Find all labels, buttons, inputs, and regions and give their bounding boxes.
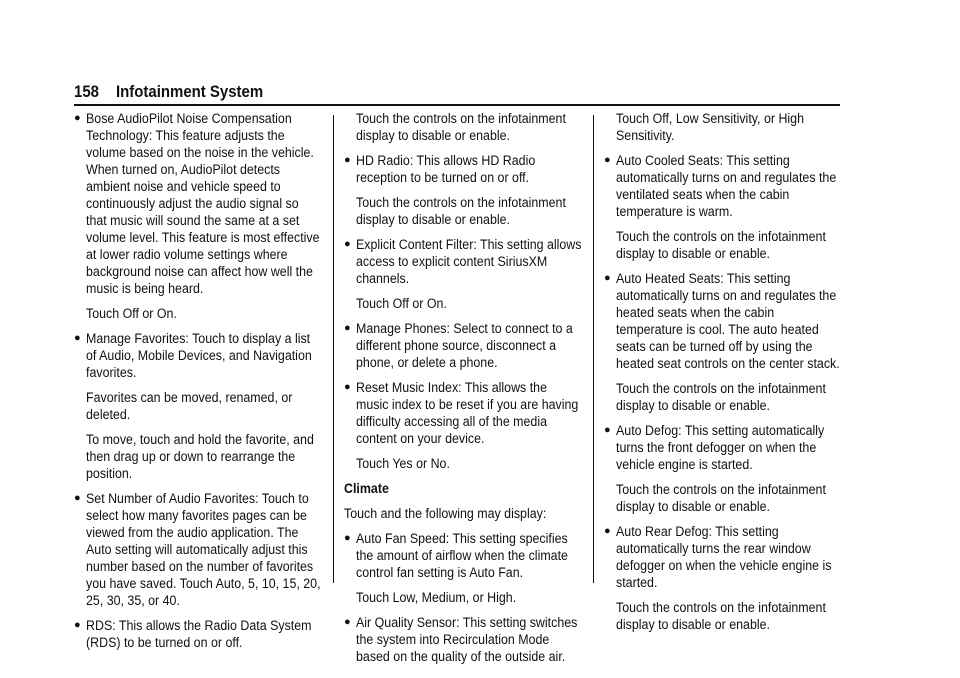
list-item	[604, 152, 844, 220]
list-item	[604, 422, 844, 473]
bullet-icon: ●	[604, 272, 611, 284]
subheading-climate: Climate	[344, 481, 389, 496]
list-item	[344, 320, 584, 371]
list-item	[74, 490, 324, 609]
item-text: Auto Defog: This setting automatically turns the front defogger on when the vehicle engine is started.	[616, 423, 825, 472]
bullet-icon: ●	[344, 238, 351, 250]
column-1	[74, 110, 324, 659]
list-item	[344, 614, 584, 665]
item-text: Set Number of Audio Favorites: Touch to select how many favorites pages can be viewed from the audio application. The Auto setting will automatically adjust this number based on the number of favorites you have saved. Touch Auto, 5, 10, 15, 20, 25, 30, 35, or 40.	[86, 491, 321, 608]
paragraph: Touch the controls on the infotainment display to disable or enable.	[616, 482, 826, 514]
item-text: Reset Music Index: This allows the music index to be reset if you are having difficulty accessing all of the media content on your device.	[356, 380, 579, 446]
bullet-icon: ●	[74, 492, 81, 504]
bullet-icon: ●	[74, 112, 81, 124]
section-title: Infotainment System	[116, 82, 264, 101]
header-rule	[74, 104, 840, 106]
bullet-icon: ●	[344, 154, 351, 166]
list-item	[344, 530, 584, 581]
bullet-icon: ●	[344, 381, 351, 393]
item-text: Auto Rear Defog: This setting automatically turns the rear window defogger on when the vehicle engine is started.	[616, 524, 832, 590]
item-text: RDS: This allows the Radio Data System (RDS) to be turned on or off.	[86, 618, 312, 650]
bullet-icon: ●	[74, 619, 81, 631]
paragraph: Touch the controls on the infotainment display to disable or enable.	[356, 111, 566, 143]
page-number: 158	[74, 82, 99, 101]
item-text: Air Quality Sensor: This setting switches the system into Recirculation Mode based on the quality of the outside air.	[356, 615, 578, 664]
list-item	[344, 379, 584, 447]
paragraph: Touch the controls on the infotainment display to disable or enable.	[616, 600, 826, 632]
bullet-icon: ●	[604, 525, 611, 537]
item-text: Auto Fan Speed: This setting specifies the amount of airflow when the climate control fan setting is Auto Fan.	[356, 531, 568, 580]
bullet-icon: ●	[344, 532, 351, 544]
paragraph: Touch the controls on the infotainment display to disable or enable.	[616, 381, 826, 413]
item-text: Bose AudioPilot Noise Compensation Technology: This feature adjusts the volume based on the noise in the vehicle. When turned on, AudioPilot detects ambient noise and vehicle speed to continuously adjust the audio signal so that music will sound the same at a set volume level. This feature is most effective at lower radio volume settings where background noise can affect how well the music is being heard.	[86, 111, 320, 296]
item-text: HD Radio: This allows HD Radio reception to be turned on or off.	[356, 153, 536, 185]
paragraph: Touch and the following may display:	[344, 506, 547, 521]
bullet-icon: ●	[74, 332, 81, 344]
paragraph: Touch Yes or No.	[356, 456, 450, 471]
bullet-icon: ●	[344, 322, 351, 334]
paragraph: Touch Off, Low Sensitivity, or High Sensitivity.	[616, 111, 804, 143]
item-text: Manage Favorites: Touch to display a list of Audio, Mobile Devices, and Navigation favorites.	[86, 331, 312, 380]
page-header	[74, 82, 284, 104]
list-item	[604, 523, 844, 591]
item-text: Manage Phones: Select to connect to a different phone source, disconnect a phone, or delete a phone.	[356, 321, 573, 370]
bullet-icon: ●	[344, 616, 351, 628]
paragraph: To move, touch and hold the favorite, and then drag up or down to rearrange the position.	[86, 432, 314, 481]
column-3	[604, 110, 844, 641]
bullet-icon: ●	[604, 424, 611, 436]
list-item	[344, 152, 584, 186]
paragraph: Touch Off or On.	[356, 296, 447, 311]
paragraph: Favorites can be moved, renamed, or deleted.	[86, 390, 293, 422]
paragraph: Touch the controls on the infotainment display to disable or enable.	[616, 229, 826, 261]
item-text: Explicit Content Filter: This setting allows access to explicit content SiriusXM channels.	[356, 237, 582, 286]
paragraph: Touch the controls on the infotainment display to disable or enable.	[356, 195, 566, 227]
item-text: Auto Heated Seats: This setting automatically turns on and regulates the heated seats when the cabin temperature is cool. The auto heated seats can be turned off by using the heated seat controls on the center stack.	[616, 271, 840, 371]
column-2	[344, 110, 584, 673]
list-item	[74, 617, 324, 651]
list-item	[604, 270, 844, 372]
paragraph: Touch Low, Medium, or High.	[356, 590, 517, 605]
bullet-icon: ●	[604, 154, 611, 166]
list-item	[74, 110, 324, 297]
item-text: Auto Cooled Seats: This setting automatically turns on and regulates the ventilated seats when the cabin temperature is warm.	[616, 153, 837, 219]
paragraph: Touch Off or On.	[86, 306, 177, 321]
list-item	[344, 236, 584, 287]
list-item	[74, 330, 324, 381]
